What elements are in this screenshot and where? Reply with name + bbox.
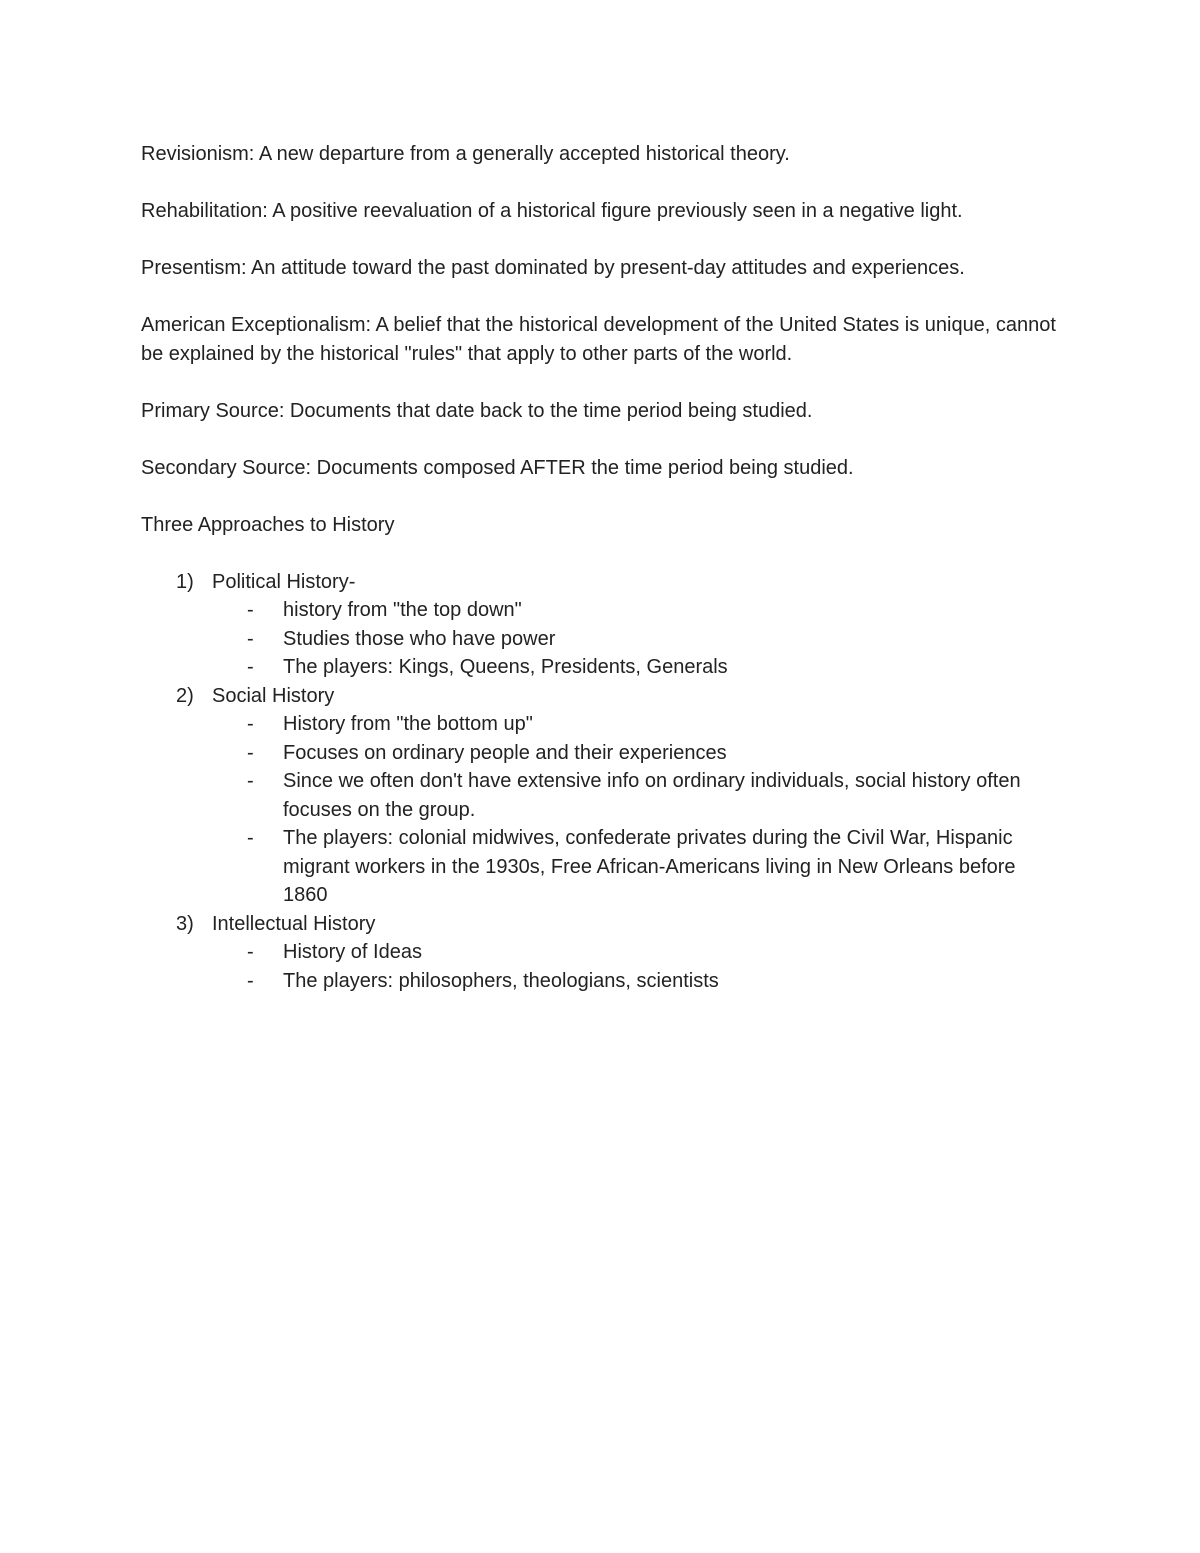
point-text: Studies those who have power: [283, 627, 556, 650]
list-item: [212, 625, 1060, 654]
point-text: The players: philosophers, theologians, scientists: [283, 969, 719, 992]
dash-bullet: -: [247, 827, 254, 849]
approach-item-intellectual: [141, 910, 1060, 996]
point-text: Focuses on ordinary people and their experiences: [283, 741, 727, 764]
definition-secondary-source: Secondary Source: Documents composed AFTER the time period being studied.: [141, 456, 854, 479]
definition-american-exceptionalism: American Exceptionalism: A belief that the historical development of the United States is unique, cannot be explained by the historical "rules" that apply to other parts of the world.: [141, 314, 1056, 365]
point-text: history from "the top down": [283, 599, 522, 621]
dash-bullet: -: [247, 770, 254, 792]
definition-primary-source: Primary Source: Documents that date back to the time period being studied.: [141, 399, 813, 422]
point-text: History of Ideas: [283, 941, 422, 963]
section-heading: Three Approaches to History: [141, 513, 395, 536]
list-number: 1): [176, 570, 194, 593]
approach-points: [212, 596, 1060, 682]
point-text: Since we often don't have extensive info on ordinary individuals, social history often focuses on the group.: [283, 770, 1021, 821]
list-item: [212, 710, 1060, 739]
point-text: The players: colonial midwives, confederate privates during the Civil War, Hispanic migrant workers in the 1930s, Free African-Americans living in New Orleans before 1860: [283, 827, 1016, 906]
list-item: [212, 824, 1060, 910]
approach-points: [212, 938, 1060, 995]
list-number: 2): [176, 684, 194, 707]
approach-points: [212, 710, 1060, 910]
approach-item-political: [141, 568, 1060, 682]
dash-bullet: -: [247, 941, 254, 963]
list-item: [212, 767, 1060, 824]
list-item: [212, 938, 1060, 967]
point-text: History from "the bottom up": [283, 713, 533, 735]
approach-item-social: [141, 682, 1060, 910]
list-number: 3): [176, 912, 194, 935]
list-item: [212, 739, 1060, 768]
dash-bullet: -: [247, 713, 254, 735]
approach-title: Intellectual History: [212, 912, 376, 935]
definition-revisionism: Revisionism: A new departure from a generally accepted historical theory.: [141, 143, 790, 165]
list-item: [212, 596, 1060, 625]
dash-bullet: -: [247, 656, 254, 678]
list-item: [212, 967, 1060, 996]
definition-rehabilitation: Rehabilitation: A positive reevaluation of a historical figure previously seen in a negative light.: [141, 200, 963, 222]
approach-title: Political History-: [212, 570, 356, 593]
dash-bullet: -: [247, 741, 254, 764]
list-item: [212, 653, 1060, 682]
approach-title: Social History: [212, 684, 335, 707]
definition-presentism: Presentism: An attitude toward the past dominated by present-day attitudes and experiences.: [141, 257, 965, 279]
approaches-list: [141, 568, 1060, 996]
point-text: The players: Kings, Queens, Presidents, Generals: [283, 656, 728, 678]
dash-bullet: -: [247, 969, 254, 992]
dash-bullet: -: [247, 627, 254, 650]
dash-bullet: -: [247, 599, 254, 621]
